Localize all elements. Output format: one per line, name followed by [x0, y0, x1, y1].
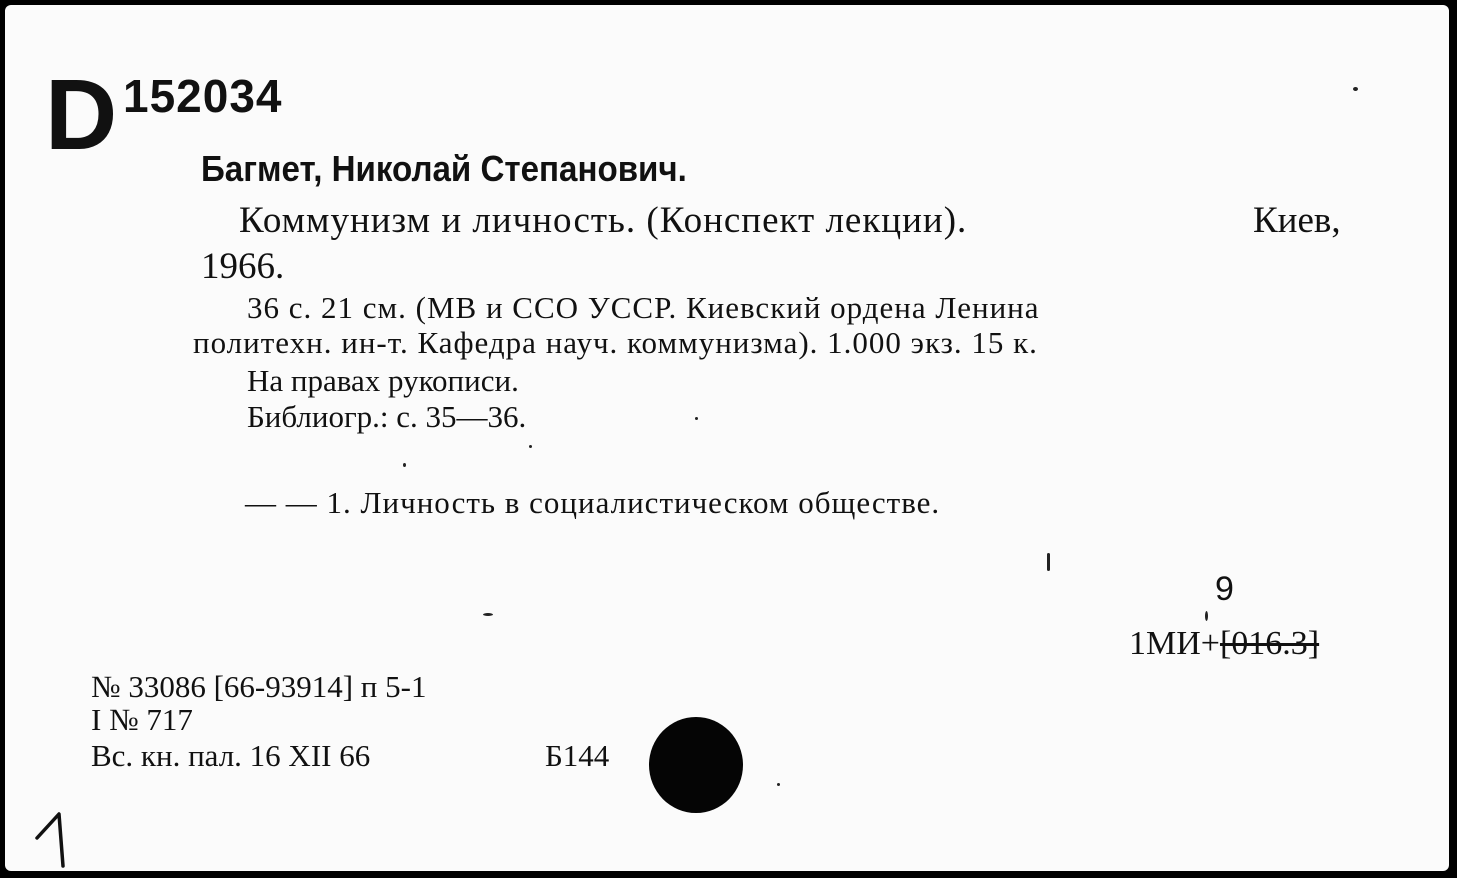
subject-heading: — — 1. Личность в социалистическом обществе.	[245, 485, 941, 520]
speck	[695, 417, 698, 420]
classification-main: 1МИ+	[1129, 625, 1220, 662]
classification-struck: [016.3]	[1219, 625, 1320, 662]
publication-place: Киев,	[1253, 200, 1341, 241]
speck	[1047, 553, 1050, 571]
chamber-code: Б144	[545, 738, 610, 773]
chamber-line: Вс. кн. пал. 16 XII 66	[91, 738, 371, 773]
physical-description-line1: 36 с. 21 см. (МВ и ССО УССР. Киевский ордена Ленина	[247, 290, 1040, 325]
classification-index	[1129, 625, 1319, 663]
registration-line: № 33086 [66-93914] п 5-1	[91, 669, 427, 704]
classification-superscript: 9	[1215, 570, 1234, 608]
publication-year: 1966.	[201, 246, 285, 287]
speck	[483, 613, 493, 616]
card-right-edge	[1449, 0, 1457, 878]
handwritten-number	[35, 810, 75, 870]
speck	[529, 445, 532, 448]
physical-description-line2: политехн. ин-т. Кафедра науч. коммунизма). 1.000 экз. 15 к.	[193, 325, 1038, 360]
speck	[403, 463, 406, 467]
catalog-letter: D	[45, 59, 116, 171]
speck	[1353, 87, 1358, 91]
speck	[1205, 611, 1208, 621]
catalog-number: 152034	[123, 70, 283, 122]
author-heading: Багмет, Николай Степанович.	[201, 148, 687, 189]
bibliography-note: Библиогр.: с. 35—36.	[247, 399, 527, 434]
punch-hole	[649, 717, 743, 813]
speck	[777, 783, 780, 786]
issue-line: I № 717	[91, 702, 193, 737]
rights-note: На правах рукописи.	[247, 363, 519, 398]
catalog-card	[5, 5, 1449, 871]
book-title: Коммунизм и личность. (Конспект лекции).	[239, 200, 968, 241]
